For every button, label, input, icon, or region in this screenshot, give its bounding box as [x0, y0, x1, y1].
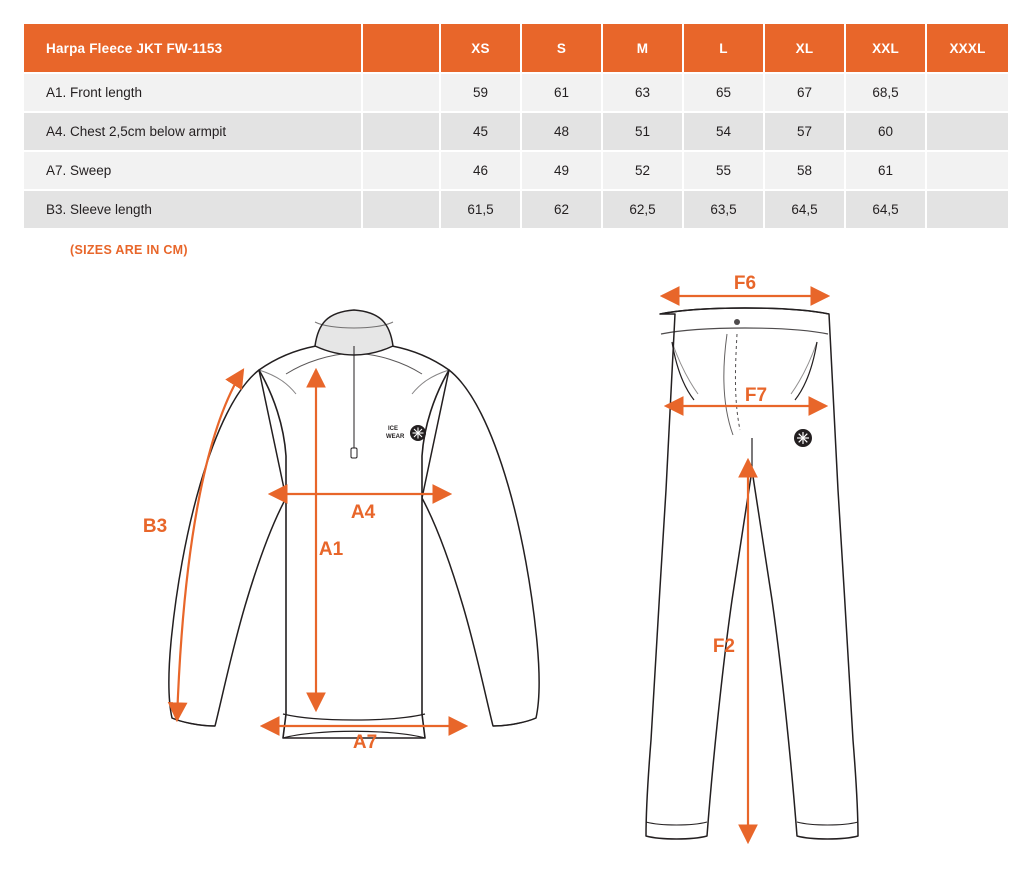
- cell-xxxl: [926, 74, 1008, 111]
- measure-label-f7: F7: [744, 385, 768, 406]
- cell-xl: 58: [764, 152, 845, 189]
- table-header-row: [24, 24, 1008, 72]
- cell-s: 61: [521, 74, 602, 111]
- cell-m: 52: [602, 152, 683, 189]
- sizes-unit-note: (SIZES ARE IN CM): [70, 243, 188, 257]
- header-size-xxxl: XXXL: [926, 24, 1008, 72]
- row-label: A4. Chest 2,5cm below armpit: [24, 113, 362, 150]
- cell-xxxl: [926, 152, 1008, 189]
- header-size-xxl: XXL: [845, 24, 926, 72]
- measure-label-f6: F6: [733, 273, 757, 294]
- table-row: [24, 74, 1008, 111]
- measure-label-a1: A1: [318, 539, 344, 560]
- cell-l: 55: [683, 152, 764, 189]
- cell-s: 49: [521, 152, 602, 189]
- snowflake-icon: [410, 425, 426, 441]
- cell-xs: 45: [440, 113, 521, 150]
- header-size-s: S: [521, 24, 602, 72]
- cell-xxxl: [926, 191, 1008, 228]
- cell-xxl: 68,5: [845, 74, 926, 111]
- row-label: A7. Sweep: [24, 152, 362, 189]
- row-label: B3. Sleeve length: [24, 191, 362, 228]
- measure-label-b3: B3: [142, 516, 168, 537]
- header-size-l: L: [683, 24, 764, 72]
- snowflake-icon: [794, 429, 812, 447]
- cell-xl: 67: [764, 74, 845, 111]
- row-label: A1. Front length: [24, 74, 362, 111]
- cell-xxl: 60: [845, 113, 926, 150]
- cell-s: 48: [521, 113, 602, 150]
- cell-xs: 59: [440, 74, 521, 111]
- measure-label-f2: F2: [712, 636, 735, 657]
- header-spacer: [362, 24, 440, 72]
- size-table: [24, 24, 1008, 228]
- pants-illustration: [646, 273, 858, 842]
- header-size-xs: XS: [440, 24, 521, 72]
- brand-line-2: WEAR: [386, 434, 405, 440]
- measure-label-a4: A4: [350, 502, 376, 523]
- cell-l: 65: [683, 74, 764, 111]
- cell-xxl: 64,5: [845, 191, 926, 228]
- cell-xl: 57: [764, 113, 845, 150]
- cell-m: 51: [602, 113, 683, 150]
- cell-xs: 61,5: [440, 191, 521, 228]
- table-row: [24, 113, 1008, 150]
- header-size-m: M: [602, 24, 683, 72]
- brand-line-1: ICE: [388, 426, 399, 432]
- row-spacer: [362, 191, 440, 228]
- header-size-xl: XL: [764, 24, 845, 72]
- table-title: Harpa Fleece JKT FW-1153: [24, 24, 362, 72]
- cell-xxl: 61: [845, 152, 926, 189]
- cell-m: 63: [602, 74, 683, 111]
- cell-l: 63,5: [683, 191, 764, 228]
- cell-xl: 64,5: [764, 191, 845, 228]
- cell-s: 62: [521, 191, 602, 228]
- cell-l: 54: [683, 113, 764, 150]
- cell-m: 62,5: [602, 191, 683, 228]
- cell-xs: 46: [440, 152, 521, 189]
- table-row: [24, 191, 1008, 228]
- row-spacer: [362, 152, 440, 189]
- measure-label-a7: A7: [352, 732, 378, 753]
- measurement-diagrams: [0, 270, 1031, 886]
- table-row: [24, 152, 1008, 189]
- cell-xxxl: [926, 113, 1008, 150]
- size-chart-table: [24, 24, 1008, 228]
- row-spacer: [362, 74, 440, 111]
- jacket-illustration: [143, 310, 539, 753]
- row-spacer: [362, 113, 440, 150]
